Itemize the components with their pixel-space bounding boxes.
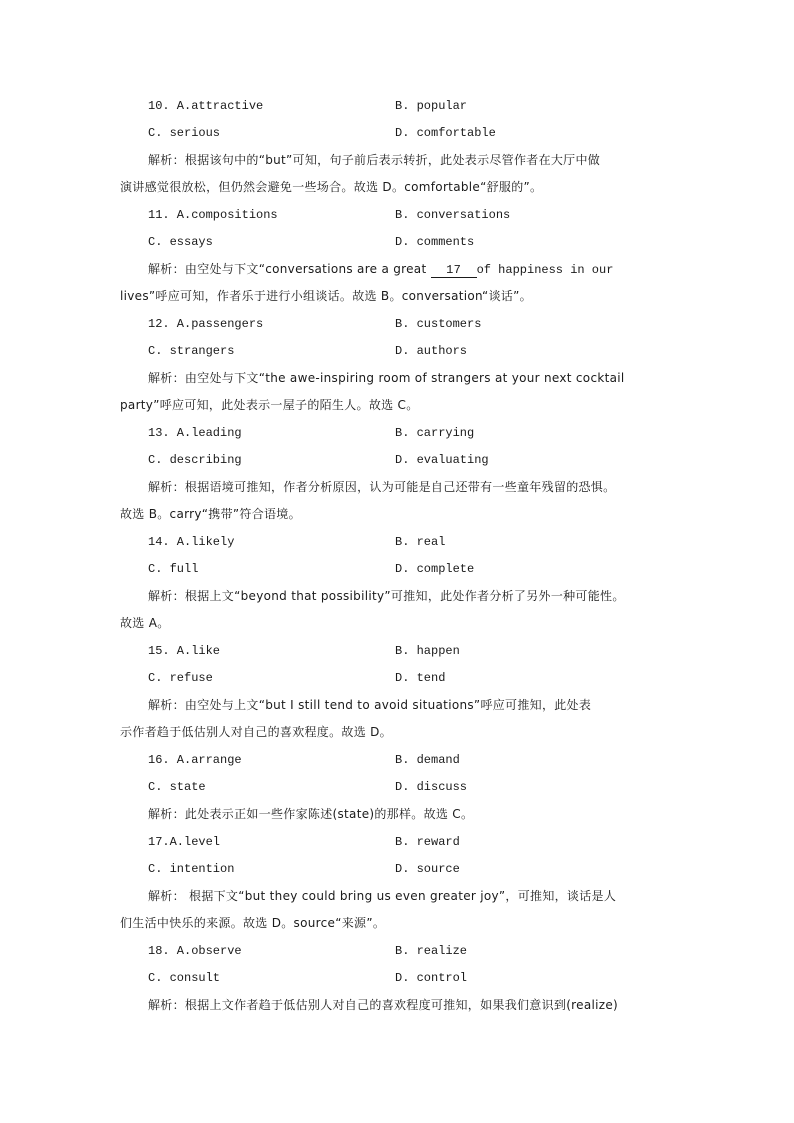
q12-option-c: C. strangers bbox=[148, 344, 235, 358]
q12-explanation-line1: 解析：由空处与下文“the awe-inspiring room of strangers at your next cocktail bbox=[148, 371, 625, 385]
q14-explanation-line2: 故选 A。 bbox=[120, 616, 170, 630]
q16-explanation-line1: 解析：此处表示正如一些作家陈述(state)的那样。故选 C。 bbox=[148, 807, 474, 821]
q11-option-d: D. comments bbox=[395, 235, 475, 249]
q11-explanation-pre: 解析：由空处与下文“conversations are a great bbox=[148, 262, 431, 276]
q10-option-a: 10. A.attractive bbox=[148, 99, 264, 113]
q10-explanation-line1: 解析：根据该句中的“but”可知，句子前后表示转折，此处表示尽管作者在大厅中做 bbox=[148, 153, 601, 167]
q12-explanation-line2: party”呼应可知，此处表示一屋子的陌生人。故选 C。 bbox=[120, 398, 419, 412]
q17-option-b: B. reward bbox=[395, 835, 460, 849]
q14-option-d: D. complete bbox=[395, 562, 475, 576]
q13-option-d: D. evaluating bbox=[395, 453, 489, 467]
q17-option-d: D. source bbox=[395, 862, 460, 876]
q17-option-c: C. intention bbox=[148, 862, 235, 876]
q11-option-b: B. conversations bbox=[395, 208, 511, 222]
q13-option-b: B. carrying bbox=[395, 426, 475, 440]
q15-option-d: D. tend bbox=[395, 671, 446, 685]
q12-option-d: D. authors bbox=[395, 344, 468, 358]
q10-option-b: B. popular bbox=[395, 99, 468, 113]
q11-option-c: C. essays bbox=[148, 235, 213, 249]
q12-option-b: B. customers bbox=[395, 317, 482, 331]
q18-option-d: D. control bbox=[395, 971, 468, 985]
q14-option-b: B. real bbox=[395, 535, 446, 549]
q11-blank-number: 17 bbox=[431, 264, 477, 278]
q18-explanation-line1: 解析：根据上文作者趋于低估别人对自己的喜欢程度可推知，如果我们意识到(realize) bbox=[148, 998, 619, 1012]
q15-explanation-line1: 解析：由空处与上文“but I still tend to avoid situations”呼应可推知，此处表 bbox=[148, 698, 592, 712]
q11-explanation-line2: lives”呼应可知，作者乐于进行小组谈话。故选 B。conversation“谈话”。 bbox=[120, 289, 532, 303]
q17-explanation-line1: 解析： 根据下文“but they could bring us even greater joy”，可推知，谈话是人 bbox=[148, 889, 617, 903]
q16-option-d: D. discuss bbox=[395, 780, 468, 794]
q18-option-c: C. consult bbox=[148, 971, 221, 985]
q10-explanation-line2: 演讲感觉很放松，但仍然会避免一些场合。故选 D。comfortable“舒服的”。 bbox=[120, 180, 543, 194]
q13-option-c: C. describing bbox=[148, 453, 242, 467]
q18-option-a: 18. A.observe bbox=[148, 944, 242, 958]
q13-option-a: 13. A.leading bbox=[148, 426, 242, 440]
q11-explanation-post: of happiness in our bbox=[476, 263, 614, 277]
q16-option-b: B. demand bbox=[395, 753, 460, 767]
q16-option-a: 16. A.arrange bbox=[148, 753, 242, 767]
q13-explanation-line2: 故选 B。carry“携带”符合语境。 bbox=[120, 507, 301, 521]
q12-option-a: 12. A.passengers bbox=[148, 317, 264, 331]
q15-option-a: 15. A.like bbox=[148, 644, 221, 658]
q15-option-c: C. refuse bbox=[148, 671, 213, 685]
q10-option-d: D. comfortable bbox=[395, 126, 496, 140]
q14-explanation-line1: 解析：根据上文“beyond that possibility”可推知，此处作者分析了另外一种可能性。 bbox=[148, 589, 625, 603]
q14-option-c: C. full bbox=[148, 562, 199, 576]
q16-option-c: C. state bbox=[148, 780, 206, 794]
q15-explanation-line2: 示作者趋于低估别人对自己的喜欢程度。故选 D。 bbox=[120, 725, 392, 739]
q18-option-b: B. realize bbox=[395, 944, 468, 958]
q15-option-b: B. happen bbox=[395, 644, 460, 658]
q17-option-a: 17.A.level bbox=[148, 835, 221, 849]
q10-option-c: C. serious bbox=[148, 126, 221, 140]
q11-option-a: 11. A.compositions bbox=[148, 208, 278, 222]
q17-explanation-line2: 们生活中快乐的来源。故选 D。source“来源”。 bbox=[120, 916, 386, 930]
q11-explanation-line1 bbox=[148, 261, 613, 278]
q14-option-a: 14. A.likely bbox=[148, 535, 235, 549]
q13-explanation-line1: 解析：根据语境可推知，作者分析原因，认为可能是自己还带有一些童年残留的恐惧。 bbox=[148, 480, 616, 494]
